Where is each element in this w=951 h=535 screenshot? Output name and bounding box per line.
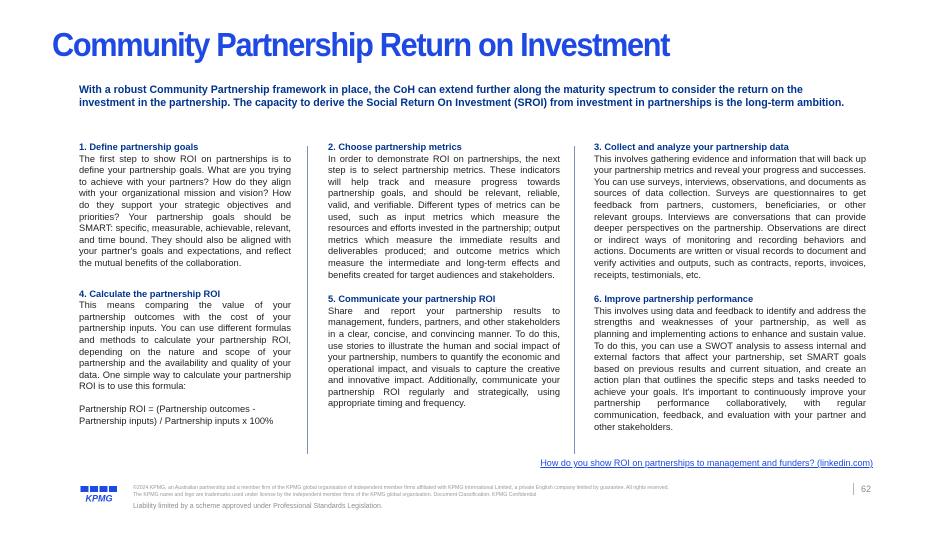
section-heading: 3. Collect and analyze your partnership data	[594, 142, 789, 152]
column-divider-left	[307, 146, 308, 454]
page-title: Community Partnership Return on Investment	[52, 26, 670, 63]
section-define-goals	[79, 142, 291, 270]
section-body: The first step to show ROI on partnerships is to define your partnership goals. What are you trying to achieve with your partners? How do they align with your organizational mission and vision? How do they support your strategic objectives and priorities? Your partnership goals should be SMART: specific, measurable, achievable, relevant, and time bound. They should also be aligned with your partner's goals and expectations, and reflect the mutual benefits of the collaboration.	[79, 153, 291, 268]
section-heading: 5. Communicate your partnership ROI	[328, 294, 496, 305]
liability-statement: Liability limited by a scheme approved under Professional Standards Legislation.	[133, 503, 383, 510]
column-left	[79, 142, 291, 428]
roi-formula: Partnership ROI = (Partnership outcomes - Partnership inputs) / Partnership inputs x 100%	[79, 404, 274, 427]
legal-line-1: ©2024 KPMG, an Australian partnership and a member firm of the KPMG global organisation of independent member firms affiliated with KPMG International Limited, a private English company limited by guarantee. All rights reserved.	[133, 485, 670, 491]
section-body: Share and report your partnership results to management, funders, partners, and other stakeholders in a clear, concise, and convincing manner. To do this, use stories to illustrate the human and social impact of your partnership, numbers to quantify the economic and operational impact, and visuals to capture the creative and innovative impact. Additionally, communicate your partnership ROI regularly and strategically, using appropriate timing and frequency.	[328, 305, 560, 409]
column-divider-right	[574, 146, 575, 454]
section-calculate-roi	[79, 289, 291, 428]
section-body: This means comparing the value of your partnership outcomes with the cost of your partnership inputs. You can use different formulas and methods to calculate your partnership ROI, depending on the nature and scope of your partnership and the availability and quality of your data. One simple way to calculate your partnership ROI is to use this formula:	[79, 300, 291, 392]
intro-text: With a robust Community Partnership framework in place, the CoH can extend further along the maturity spectrum to consider the return on the investment in the partnership. The capacity to derive the Social Return On Investment (SROI) from investment in partnerships is the long-term ambition.	[79, 84, 845, 109]
kpmg-logo-text: KPMG	[85, 493, 113, 502]
kpmg-logo-icon	[80, 486, 118, 502]
section-heading: 4. Calculate the partnership ROI	[79, 288, 221, 299]
page-number-divider	[853, 483, 854, 495]
section-heading: 6. Improve partnership performance	[594, 294, 754, 305]
legal-notice	[133, 485, 793, 499]
column-right	[594, 142, 866, 433]
section-heading: 1. Define partnership goals	[79, 142, 199, 152]
legal-line-2: The KPMG name and logo are trademarks used under license by the independent member firms of the KPMG global organisation. Document Classification: KPMG Confidential	[133, 492, 537, 498]
section-body: In order to demonstrate ROI on partnerships, the next step is to select partnership metrics. These indicators will help track and measure progress towards partnership goals, and should be relevant, reliable, valid, and verifiable. Different types of metrics can be used, such as input metrics which measure the resources and efforts invested in the partnership; output metrics which measure the immediate results and deliverables produced; and outcome metrics which measure the intermediate and long-term effects and benefits created for target audiences and stakeholders.	[328, 153, 560, 280]
section-improve-performance	[594, 294, 866, 433]
section-communicate-roi	[328, 294, 560, 410]
section-body: This involves gathering evidence and information that will back up your partnership metrics and reveal your progress and successes. You can use surveys, interviews, observations, and documents as sources of data collection. Surveys are questionnaires to get feedback from partners, customers, beneficiaries, or other relevant groups. Interviews are conversations that can provide deeper perspectives on the partnership. Observations are direct or indirect ways of monitoring and recording behaviors and actions. Documents are written or visual records to document and verify activities and outputs, such as contracts, reports, invoices, receipts, testimonials, etc.	[594, 153, 866, 280]
page-number: 62	[861, 484, 872, 494]
section-heading: 2. Choose partnership metrics	[328, 142, 462, 152]
source-link[interactable]: How do you show ROI on partnerships to management and funders? (linkedin.com)	[540, 458, 873, 468]
column-middle	[328, 142, 560, 410]
section-collect-data	[594, 142, 866, 281]
section-body: This involves using data and feedback to identify and address the strengths and weaknesses of your partnership, as well as planning and implementing actions to enhance and sustain value. To do this, you can use a SWOT analysis to assess internal and external factors that affect your partnership, set SMART goals based on previous results and current situation, and create an action plan that outlines the specific steps and tasks needed to achieve your goals. It's important to continuously improve your partnership performance collaboratively, with regular communication, feedback, and evaluation with your partner and other stakeholders.	[594, 305, 866, 432]
section-choose-metrics	[328, 142, 560, 281]
